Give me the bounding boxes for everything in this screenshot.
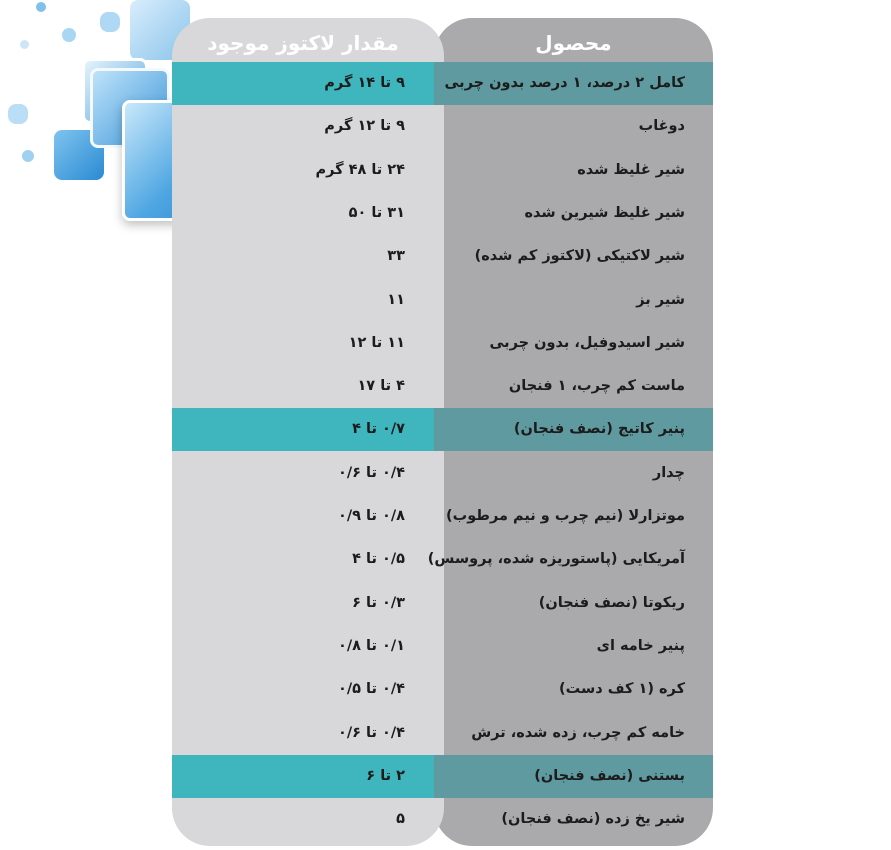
product-name: موتزارلا (نیم چرب و نیم مرطوب)	[446, 508, 685, 524]
lactose-amount: ۵	[396, 811, 405, 828]
product-name: چدار	[652, 464, 685, 481]
product-name: بستنی (نصف فنجان)	[534, 767, 685, 784]
lactose-amount: ۹ تا ۱۴ گرم	[324, 75, 405, 91]
table-row	[172, 235, 713, 278]
lactose-amount: ۳۱ تا ۵۰	[348, 204, 405, 221]
lactose-amount: ۰/۳ تا ۶	[352, 594, 405, 611]
lactose-column-header: مقدار لاکتوز موجود	[207, 31, 399, 55]
table-row	[172, 798, 713, 841]
table-row	[172, 192, 713, 235]
lactose-amount: ۳۳	[387, 248, 405, 265]
lactose-amount: ۰/۴ تا ۰/۶	[338, 724, 405, 741]
product-name: شیر غلیظ شیرین شده	[524, 204, 685, 221]
table-row	[172, 408, 713, 451]
product-name: شیر یخ زده (نصف فنجان)	[501, 811, 685, 828]
table-row	[172, 149, 713, 192]
product-column-header: محصول	[535, 31, 612, 55]
product-name: شیر غلیظ شده	[577, 161, 685, 178]
product-name: شیر بز	[636, 291, 685, 308]
lactose-amount: ۲ تا ۶	[366, 767, 405, 784]
lactose-amount: ۰/۱ تا ۰/۸	[338, 637, 405, 654]
table-row	[172, 105, 713, 148]
product-name: پنیر خامه ای	[596, 637, 685, 654]
table-row	[172, 452, 713, 495]
lactose-amount: ۲۴ تا ۴۸ گرم	[315, 161, 405, 178]
product-name: ریکوتا (نصف فنجان)	[538, 594, 685, 611]
lactose-amount: ۰/۴ تا ۰/۶	[338, 464, 405, 481]
product-name: ماست کم چرب، ۱ فنجان	[508, 378, 685, 395]
product-name: شیر لاکتیکی (لاکتوز کم شده)	[474, 248, 685, 265]
lactose-amount: ۰/۵ تا ۴	[352, 551, 405, 568]
lactose-amount: ۰/۴ تا ۰/۵	[338, 681, 405, 698]
table-row	[172, 668, 713, 711]
table-row	[172, 538, 713, 581]
lactose-amount: ۹ تا ۱۲ گرم	[324, 118, 405, 135]
product-name: کامل ۲ درصد، ۱ درصد بدون چربی	[444, 75, 685, 91]
product-name: آمریکایی (پاستوریزه شده، پروسس)	[427, 551, 685, 568]
table-row	[172, 755, 713, 798]
lactose-amount: ۰/۷ تا ۴	[352, 421, 405, 438]
lactose-amount: ۱۱	[387, 291, 405, 308]
table-row	[172, 582, 713, 625]
lactose-amount: ۴ تا ۱۷	[357, 378, 405, 395]
product-name: شیر اسیدوفیل، بدون چربی	[489, 334, 685, 351]
product-name: کره (۱ کف دست)	[558, 681, 685, 698]
lactose-amount: ۰/۸ تا ۰/۹	[338, 508, 405, 524]
lactose-amount: ۱۱ تا ۱۲	[348, 334, 405, 351]
table-row	[172, 62, 713, 105]
table-row	[172, 712, 713, 755]
table-row	[172, 322, 713, 365]
table-row	[172, 365, 713, 408]
product-name: دوغاب	[638, 118, 685, 135]
table-row	[172, 279, 713, 322]
product-name: پنیر کاتیج (نصف فنجان)	[513, 421, 685, 438]
table-row	[172, 495, 713, 538]
table-row	[172, 625, 713, 668]
product-name: خامه کم چرب، زده شده، ترش	[471, 724, 685, 741]
